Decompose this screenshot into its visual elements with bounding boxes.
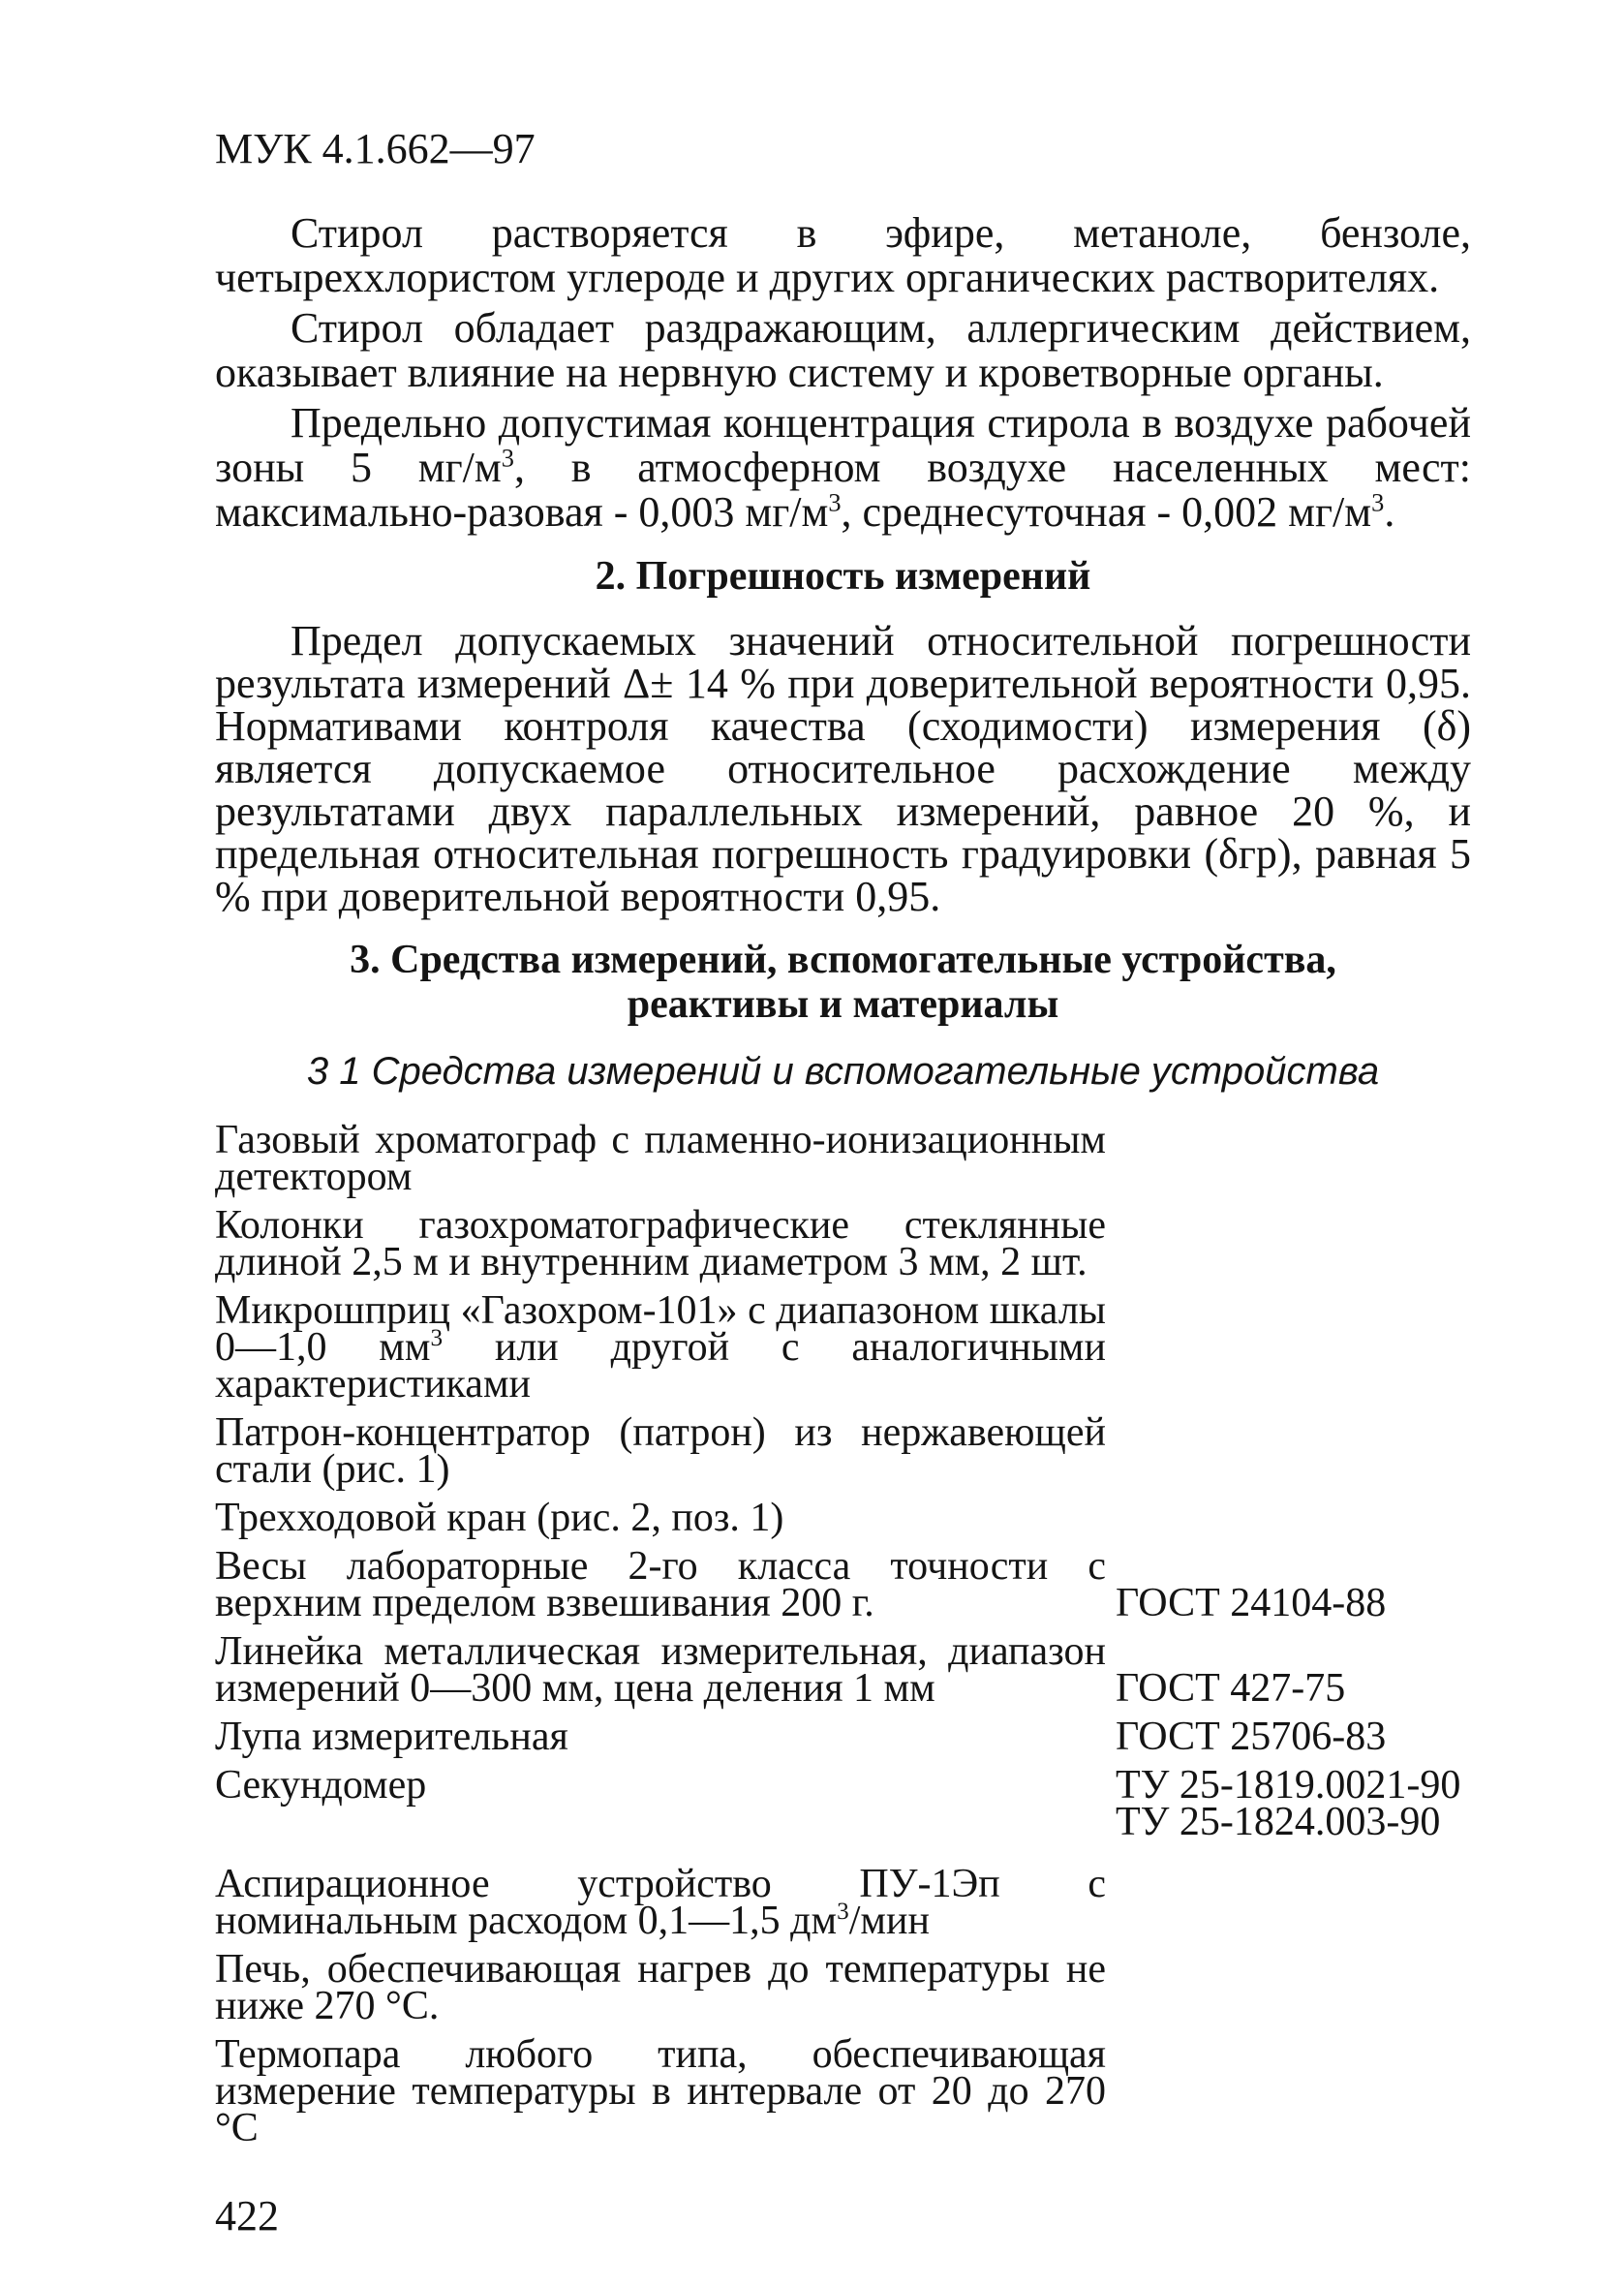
subsection-3-1-title: 3 1 Средства измерений и вспомогательные устройства <box>306 1050 1380 1094</box>
paragraph-solubility: Стирол растворяется в эфире, метаноле, бензоле, четыреххлористом углероде и других органических растворителях. <box>215 209 1471 302</box>
section-2-text: Предел допускаемых значений относительной погрешности результата измерений Δ± 14 % при доверительной вероятности 0,95. Нормативами контроля качества (сходимости) измерения (δ) является допускаемое относительное расхождение между результатами двух параллельных измерений, равное 20 %, и предельная относительная погрешность градуировки (δгр), равная 5 % при доверительной вероятности 0,95. <box>215 617 1471 921</box>
equipment-name: Линейка металлическая измерительная, диапазон измерений 0—300 мм, цена деления 1 мм <box>215 1629 1106 1712</box>
equipment-name: Печь, обеспечивающая нагрев до температуры не ниже 270 °С. <box>215 1947 1106 2029</box>
equipment-list <box>215 1118 1493 2151</box>
section-2-title: 2. Погрешность измерений <box>595 554 1091 600</box>
document-page <box>215 125 1474 2241</box>
equipment-item <box>215 1715 1493 1760</box>
equipment-standard: ТУ 25-1819.0021-90 ТУ 25-1824.003-90 <box>1116 1763 1461 1845</box>
equipment-name: Лупа измерительная <box>215 1715 568 1760</box>
equipment-name: Колонки газохроматографические стеклянные длиной 2,5 м и внутренним диаметром 3 мм, 2 шт. <box>215 1203 1106 1285</box>
equipment-item <box>215 1862 1493 1944</box>
equipment-standard: ГОСТ 25706-83 <box>1116 1715 1387 1760</box>
equipment-standard: ГОСТ 427-75 <box>1116 1666 1346 1712</box>
document-code-header: МУК 4.1.662—97 <box>215 125 536 172</box>
page-number: 422 <box>215 2192 279 2241</box>
equipment-item <box>215 1947 1493 2029</box>
equipment-item <box>215 1496 1493 1541</box>
equipment-name: Секундомер <box>215 1763 427 1808</box>
equipment-item <box>215 1763 1493 1845</box>
equipment-item <box>215 2032 1493 2151</box>
equipment-item <box>215 1410 1493 1493</box>
equipment-name: Весы лабораторные 2-го класса точности с верхним пределом взвешивания 200 г. <box>215 1544 1106 1626</box>
equipment-item <box>215 1203 1493 1285</box>
section-3-title <box>215 938 1471 1027</box>
equipment-name: Газовый хроматограф с пламенно-ионизационным детектором <box>215 1118 1106 1200</box>
equipment-item <box>215 1544 1493 1626</box>
equipment-name: Микрошприц «Газохром-101» с диапазоном шкалы 0—1,0 $мм^3$ или другой с аналогичными характеристиками <box>215 1288 1106 1407</box>
paragraph-effects: Стирол обладает раздражающим, аллергическим действием, оказывает влияние на нервную систему и кроветворные органы. <box>215 304 1471 397</box>
equipment-name: Термопара любого типа, обеспечивающая измерение температуры в интервале от 20 до 270 °С <box>215 2032 1106 2151</box>
equipment-name: Патрон-концентратор (патрон) из нержавеющей стали (рис. 1) <box>215 1410 1106 1493</box>
equipment-item <box>215 1629 1493 1712</box>
section-3-title-line1: 3. Средства измерений, вспомогательные устройства, <box>350 938 1336 983</box>
equipment-standard: ГОСТ 24104-88 <box>1116 1581 1387 1626</box>
paragraph-mac-limits: Предельно допустимая концентрация стирола в воздухе рабочей зоны 5 $мг/м^3$, в атмосферном воздухе населенных мест: максимально-разовая - 0,003 $мг/м^3$, среднесуточная - 0,002 $мг/м^3$. <box>215 399 1471 537</box>
equipment-name: Трехходовой кран (рис. 2, поз. 1) <box>215 1496 784 1541</box>
equipment-name: Аспирационное устройство ПУ-1Эп с номинальным расходом 0,1—1,5 $дм^3$/мин <box>215 1862 1106 1944</box>
equipment-item <box>215 1288 1493 1407</box>
section-3-title-line2: реактивы и материалы <box>627 982 1059 1028</box>
equipment-item <box>215 1118 1493 1200</box>
